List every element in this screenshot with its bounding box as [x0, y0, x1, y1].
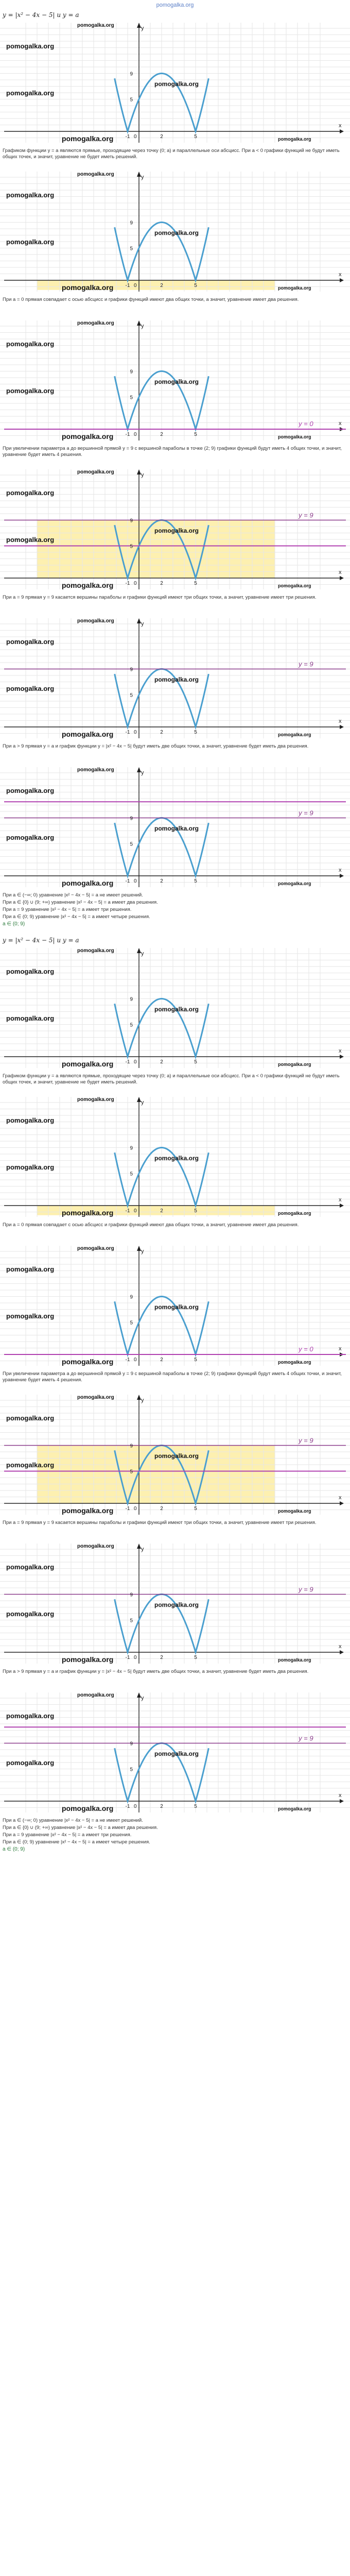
answer-t1: a ∈ (0; 9) [3, 921, 25, 927]
summary-t1-2: При a = 9 уравнение |x² − 4x − 5| = a имеет три решения. [3, 907, 132, 912]
line-y-9-label: y = 9 [299, 1734, 313, 1742]
watermark: pomogalka.org [62, 1060, 114, 1068]
tick-y-5: 5 [130, 246, 133, 252]
x-axis-label: x [339, 1643, 342, 1650]
summary-t2-0: При a ∈ (−∞; 0) уравнение |x² − 4x − 5| = a не имеет решений. [3, 1818, 143, 1823]
watermark: pomogalka.org [6, 638, 55, 646]
tick-x-5: 5 [194, 1357, 197, 1363]
watermark: pomogalka.org [6, 684, 55, 692]
paragraph-t1-0: Графиком функции y = a являются прямые, проходящие через точку (0; a) и параллельные оси абсцисс. При a < 0 графики функций не будут иметь общих точек, и значит, уравнение не будет иметь решений. [3, 148, 340, 160]
tick-x-5: 5 [194, 134, 197, 140]
tick-x-5: 5 [194, 1208, 197, 1214]
watermark: pomogalka.org [278, 1806, 311, 1811]
origin-label: 0 [134, 878, 137, 884]
tick-x-5: 5 [194, 432, 197, 437]
watermark: pomogalka.org [77, 320, 114, 326]
watermark: pomogalka.org [77, 23, 114, 28]
y-arrow-icon [137, 618, 141, 623]
tick-x--1: -1 [125, 1208, 130, 1214]
y-axis-label: y [141, 951, 144, 957]
tick-x-2: 2 [160, 1804, 163, 1809]
tick-x-2: 2 [160, 1357, 163, 1363]
paragraph-t1-4: При a > 9 прямая y = a и график функции y = |x² − 4x − 5| будут иметь две общих точки, а значит, уравнение будет иметь два решения. [3, 743, 309, 749]
watermark: pomogalka.org [77, 767, 114, 773]
tick-x--1: -1 [125, 1804, 130, 1809]
watermark: pomogalka.org [278, 1211, 311, 1216]
origin-label: 0 [134, 1357, 137, 1363]
tick-y-9: 9 [130, 71, 133, 77]
x-arrow-icon [340, 1204, 344, 1208]
watermark: pomogalka.org [77, 948, 114, 954]
y-axis-label: y [141, 25, 144, 31]
watermark: pomogalka.org [6, 1265, 55, 1274]
tick-y-5: 5 [130, 1767, 133, 1773]
summary-t2-1: При a ∈ {0} ∪ (9; +∞) уравнение |x² − 4x − 5| = a имеет два решения. [3, 1825, 158, 1831]
y-axis-label: y [141, 1397, 144, 1403]
y-axis-label: y [141, 770, 144, 776]
tick-x-2: 2 [160, 432, 163, 437]
y-arrow-icon [137, 1097, 141, 1102]
tick-x-5: 5 [194, 581, 197, 586]
watermark: pomogalka.org [278, 881, 311, 886]
tick-y-9: 9 [130, 1294, 133, 1300]
y-arrow-icon [137, 948, 141, 953]
tick-y-5: 5 [130, 544, 133, 550]
watermark: pomogalka.org [62, 730, 114, 738]
line-y-0-label: y = 0 [299, 1345, 313, 1353]
tick-y-9: 9 [130, 667, 133, 673]
tick-y-9: 9 [130, 220, 133, 226]
watermark: pomogalka.org [154, 229, 199, 236]
paragraph-t2-0: Графиком функции y = a являются прямые, проходящие через точку (0; a) и параллельные оси абсцисс. При a < 0 графики функций не будут иметь общих точек, и значит, уравнение не будет иметь решений. [3, 1073, 340, 1085]
x-axis-label: x [339, 1792, 342, 1799]
watermark: pomogalka.org [154, 80, 199, 88]
watermark: pomogalka.org [278, 732, 311, 737]
x-arrow-icon [340, 129, 344, 133]
y-arrow-icon [137, 1395, 141, 1400]
y-arrow-icon [137, 23, 141, 28]
watermark: pomogalka.org [154, 1452, 199, 1460]
watermark: pomogalka.org [62, 1655, 114, 1664]
line-y-9-label: y = 9 [299, 511, 313, 519]
tick-x--1: -1 [125, 1059, 130, 1065]
y-axis-label: y [141, 323, 144, 329]
x-axis-label: x [339, 569, 342, 575]
watermark: pomogalka.org [77, 1692, 114, 1698]
tick-x-2: 2 [160, 1506, 163, 1512]
watermark: pomogalka.org [6, 1609, 55, 1618]
watermark: pomogalka.org [278, 434, 311, 439]
watermark: pomogalka.org [154, 1750, 199, 1757]
watermark: pomogalka.org [62, 432, 114, 440]
tick-y-9: 9 [130, 1741, 133, 1747]
tick-x-5: 5 [194, 730, 197, 735]
watermark: pomogalka.org [6, 191, 55, 199]
watermark: pomogalka.org [6, 238, 55, 246]
x-axis-label: x [339, 867, 342, 873]
watermark: pomogalka.org [154, 378, 199, 385]
origin-label: 0 [134, 581, 137, 586]
watermark: pomogalka.org [154, 675, 199, 683]
watermark: pomogalka.org [6, 1712, 55, 1720]
watermark: pomogalka.org [77, 618, 114, 624]
paragraph-t1-1: При a = 0 прямая совпадает с осью абсцисс и графики функций имеют два общих точки, а значит, уравнение имеет два решения. [3, 297, 299, 302]
summary-t1-1: При a ∈ {0} ∪ (9; +∞) уравнение |x² − 4x − 5| = a имеет два решения. [3, 900, 158, 905]
tick-y-9: 9 [130, 1443, 133, 1449]
watermark: pomogalka.org [6, 968, 55, 976]
watermark: pomogalka.org [6, 1563, 55, 1571]
y-axis-label: y [141, 621, 144, 627]
tick-x-2: 2 [160, 581, 163, 586]
watermark: pomogalka.org [6, 1461, 55, 1469]
line-y-9-label: y = 9 [299, 1585, 313, 1594]
watermark: pomogalka.org [6, 89, 55, 97]
tick-y-5: 5 [130, 395, 133, 401]
watermark: pomogalka.org [6, 787, 55, 795]
watermark: pomogalka.org [77, 1097, 114, 1103]
y-axis-label: y [141, 1695, 144, 1701]
tick-y-9: 9 [130, 1145, 133, 1151]
x-arrow-icon [340, 278, 344, 282]
watermark: pomogalka.org [6, 1312, 55, 1320]
origin-label: 0 [134, 1059, 137, 1065]
watermark: pomogalka.org [154, 1005, 199, 1013]
y-arrow-icon [137, 767, 141, 772]
x-axis-label: x [339, 718, 342, 724]
tick-y-5: 5 [130, 1320, 133, 1326]
y-axis-label: y [141, 1248, 144, 1255]
tick-y-5: 5 [130, 97, 133, 103]
paragraph-t2-2: При увеличении параметра a до вершинной прямой y = 9 с вершиной параболы в точке (2; 9) графики функций будут иметь 4 общих точки, и значит, уравнение будет иметь 4 решения. [3, 1371, 342, 1383]
tick-y-9: 9 [130, 369, 133, 375]
equation-t2: y = |x² − 4x − 5| и y = a [3, 937, 79, 944]
tick-y-5: 5 [130, 1022, 133, 1028]
answer-t2: a ∈ (0; 9) [3, 1846, 25, 1852]
tick-y-5: 5 [130, 841, 133, 848]
y-arrow-icon [137, 172, 141, 177]
tick-x-2: 2 [160, 134, 163, 140]
watermark: pomogalka.org [77, 469, 114, 475]
tick-x-5: 5 [194, 1059, 197, 1065]
line-y-0-label: y = 0 [299, 420, 313, 428]
paragraph-t2-3: При a = 9 прямая y = 9 касается вершины параболы и графики функций имеют три общих точки, а значит, уравнение имеет три решения. [3, 1520, 317, 1526]
tick-x-2: 2 [160, 283, 163, 289]
summary-t1-0: При a ∈ (−∞; 0) уравнение |x² − 4x − 5| = a не имеет решений. [3, 892, 143, 898]
site-header[interactable]: pomogalka.org [156, 2, 194, 8]
tick-x-5: 5 [194, 1655, 197, 1660]
line-y-9-label: y = 9 [299, 1436, 313, 1445]
watermark: pomogalka.org [6, 42, 55, 50]
paragraph-t2-4: При a > 9 прямая y = a и график функции y = |x² − 4x − 5| будут иметь две общих точки, а значит, уравнение будет иметь два решения. [3, 1669, 309, 1674]
tick-x-5: 5 [194, 878, 197, 884]
watermark: pomogalka.org [154, 1303, 199, 1311]
tick-x-5: 5 [194, 1506, 197, 1512]
paragraph-t1-2: При увеличении параметра a до вершинной прямой y = 9 с вершиной параболы в точке (2; 9) графики функций будут иметь 4 общих точки, и значит, уравнение будет иметь 4 решения. [3, 446, 342, 457]
watermark: pomogalka.org [278, 137, 311, 142]
y-arrow-icon [137, 469, 141, 474]
watermark: pomogalka.org [62, 1804, 114, 1812]
tick-x--1: -1 [125, 878, 130, 884]
tick-y-9: 9 [130, 816, 133, 822]
x-axis-label: x [339, 1495, 342, 1501]
watermark: pomogalka.org [6, 1414, 55, 1422]
watermark: pomogalka.org [62, 283, 114, 292]
x-arrow-icon [340, 725, 344, 729]
summary-t1-3: При a ∈ (0; 9) уравнение |x² − 4x − 5| = a имеет четыре решения. [3, 914, 150, 920]
x-axis-label: x [339, 1346, 342, 1352]
origin-label: 0 [134, 1804, 137, 1809]
watermark: pomogalka.org [6, 833, 55, 841]
tick-y-9: 9 [130, 1592, 133, 1598]
tick-x-2: 2 [160, 1655, 163, 1660]
y-arrow-icon [137, 1246, 141, 1251]
x-axis-label: x [339, 420, 342, 427]
origin-label: 0 [134, 283, 137, 289]
y-arrow-icon [137, 1692, 141, 1698]
paragraph-t1-3: При a = 9 прямая y = 9 касается вершины параболы и графики функций имеют три общих точки, а значит, уравнение имеет три решения. [3, 595, 317, 600]
watermark: pomogalka.org [77, 1544, 114, 1549]
tick-y-9: 9 [130, 518, 133, 524]
y-axis-label: y [141, 1099, 144, 1106]
tick-x-2: 2 [160, 878, 163, 884]
watermark: pomogalka.org [278, 1360, 311, 1365]
watermark: pomogalka.org [278, 1062, 311, 1067]
tick-x--1: -1 [125, 730, 130, 735]
tick-y-9: 9 [130, 996, 133, 1003]
watermark: pomogalka.org [154, 1601, 199, 1608]
tick-x--1: -1 [125, 134, 130, 140]
tick-x--1: -1 [125, 432, 130, 437]
line-y-9-label: y = 9 [299, 809, 313, 817]
tick-x--1: -1 [125, 283, 130, 289]
watermark: pomogalka.org [154, 1154, 199, 1162]
summary-t2-3: При a ∈ (0; 9) уравнение |x² − 4x − 5| = a имеет четыре решения. [3, 1839, 150, 1845]
x-axis-label: x [339, 1197, 342, 1203]
tick-y-5: 5 [130, 1618, 133, 1624]
watermark: pomogalka.org [6, 1116, 55, 1125]
origin-label: 0 [134, 432, 137, 437]
x-axis-label: x [339, 1048, 342, 1054]
equation-t1: y = |x² − 4x − 5| и y = a [3, 11, 79, 19]
watermark: pomogalka.org [154, 824, 199, 832]
watermark: pomogalka.org [6, 1758, 55, 1767]
watermark: pomogalka.org [6, 1014, 55, 1022]
origin-label: 0 [134, 1655, 137, 1660]
watermark: pomogalka.org [62, 581, 114, 589]
watermark: pomogalka.org [77, 1395, 114, 1400]
watermark: pomogalka.org [62, 1506, 114, 1515]
watermark: pomogalka.org [77, 172, 114, 177]
tick-y-5: 5 [130, 1469, 133, 1475]
tick-x--1: -1 [125, 1357, 130, 1363]
y-axis-label: y [141, 472, 144, 478]
x-arrow-icon [340, 1055, 344, 1059]
watermark: pomogalka.org [62, 1209, 114, 1217]
watermark: pomogalka.org [154, 527, 199, 534]
watermark: pomogalka.org [77, 1246, 114, 1251]
origin-label: 0 [134, 134, 137, 140]
watermark: pomogalka.org [278, 1657, 311, 1663]
summary-t2-2: При a = 9 уравнение |x² − 4x − 5| = a имеет три решения. [3, 1832, 132, 1838]
watermark: pomogalka.org [62, 879, 114, 887]
x-arrow-icon [340, 1799, 344, 1803]
watermark: pomogalka.org [278, 285, 311, 291]
watermark: pomogalka.org [278, 1509, 311, 1514]
tick-x-2: 2 [160, 1208, 163, 1214]
x-arrow-icon [340, 1501, 344, 1505]
x-arrow-icon [340, 1650, 344, 1654]
tick-x-5: 5 [194, 1804, 197, 1809]
tick-x-5: 5 [194, 283, 197, 289]
watermark: pomogalka.org [62, 1358, 114, 1366]
tick-x--1: -1 [125, 581, 130, 586]
y-axis-label: y [141, 174, 144, 180]
watermark: pomogalka.org [6, 386, 55, 395]
watermark: pomogalka.org [278, 583, 311, 588]
tick-y-5: 5 [130, 1171, 133, 1177]
y-arrow-icon [137, 320, 141, 326]
tick-x-2: 2 [160, 730, 163, 735]
paragraph-t2-1: При a = 0 прямая совпадает с осью абсцисс и графики функций имеют два общих точки, а значит, уравнение имеет два решения. [3, 1222, 299, 1228]
x-arrow-icon [340, 874, 344, 878]
y-arrow-icon [137, 1544, 141, 1549]
tick-x--1: -1 [125, 1506, 130, 1512]
x-arrow-icon [340, 576, 344, 580]
line-y-9-label: y = 9 [299, 660, 313, 668]
tick-x-2: 2 [160, 1059, 163, 1065]
watermark: pomogalka.org [6, 340, 55, 348]
origin-label: 0 [134, 1506, 137, 1512]
origin-label: 0 [134, 730, 137, 735]
watermark: pomogalka.org [6, 489, 55, 497]
x-axis-label: x [339, 272, 342, 278]
watermark: pomogalka.org [6, 1163, 55, 1171]
tick-x--1: -1 [125, 1655, 130, 1660]
watermark: pomogalka.org [62, 134, 114, 143]
y-axis-label: y [141, 1546, 144, 1552]
tick-y-5: 5 [130, 692, 133, 699]
x-axis-label: x [339, 123, 342, 129]
origin-label: 0 [134, 1208, 137, 1214]
watermark: pomogalka.org [6, 535, 55, 544]
